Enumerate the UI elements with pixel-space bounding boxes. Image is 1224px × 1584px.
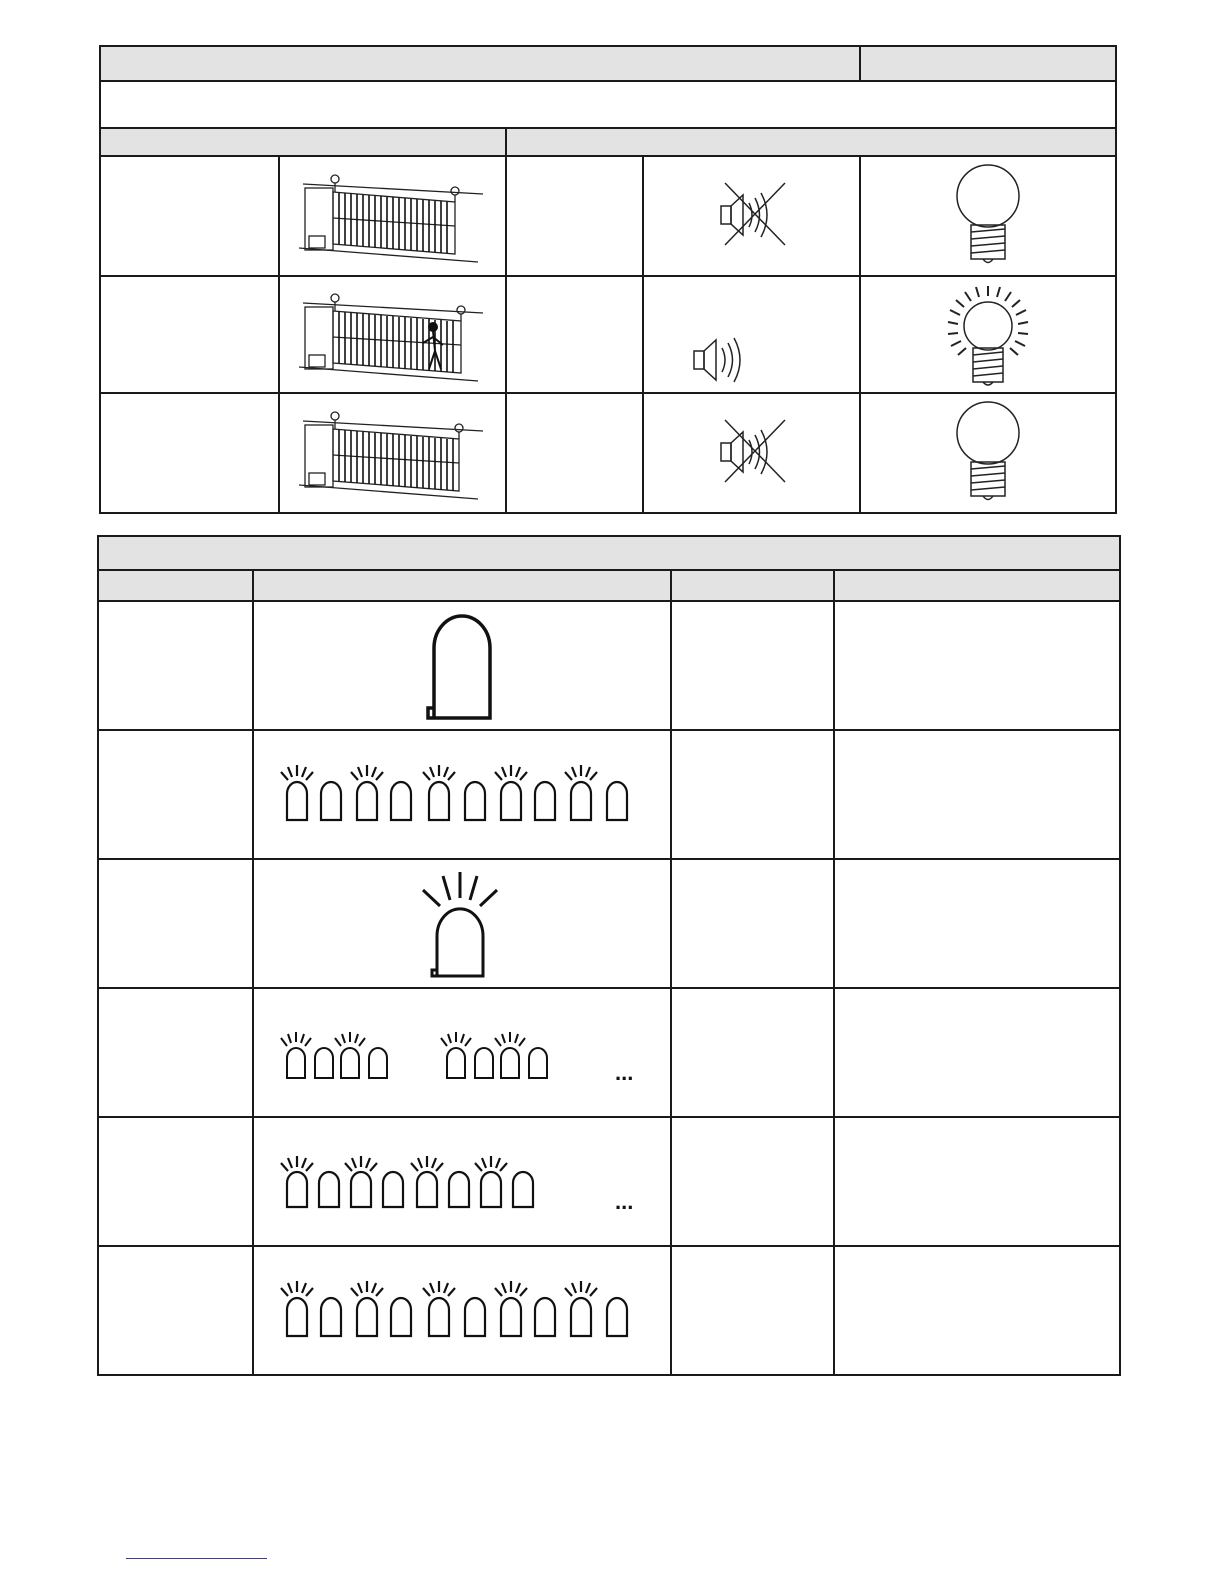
signal-pattern-cell <box>253 601 671 730</box>
lamp-steady-icon <box>417 608 507 724</box>
row-status-cell <box>671 1246 834 1375</box>
row-description-cell <box>834 1246 1120 1375</box>
status-table <box>99 45 1117 514</box>
table-row <box>100 156 1116 276</box>
signal-pattern-cell <box>253 988 671 1117</box>
table-row <box>98 859 1120 988</box>
gate-closed-icon <box>293 166 493 266</box>
sound-muted-icon <box>707 418 797 488</box>
lamp-off-icon <box>943 162 1033 270</box>
column-header <box>98 570 253 601</box>
row-label-cell <box>98 988 253 1117</box>
table-row <box>98 988 1120 1117</box>
row-label-cell <box>100 393 279 513</box>
row-status-cell <box>671 601 834 730</box>
signal-table <box>97 535 1121 1376</box>
row-status-cell <box>671 859 834 988</box>
column-header <box>834 570 1120 601</box>
gate-cell <box>279 276 506 393</box>
table-subheader-right <box>506 128 1116 156</box>
row-status-cell <box>671 1117 834 1246</box>
row-status-cell <box>671 988 834 1117</box>
lamp-cell <box>860 393 1116 513</box>
row-status-cell <box>506 156 643 276</box>
row-label-cell <box>98 859 253 988</box>
sound-muted-icon <box>707 181 797 251</box>
lamp-cell <box>860 276 1116 393</box>
lamp-off-icon <box>943 399 1033 507</box>
lamp-on-icon <box>938 280 1038 390</box>
continuation-dots: ... <box>615 1059 634 1085</box>
row-label-cell <box>98 1246 253 1375</box>
row-status-cell <box>506 393 643 513</box>
lamp-flashing-pairs-icon <box>267 1018 657 1088</box>
row-description-cell <box>834 601 1120 730</box>
lamp-flashing-continuous-icon <box>267 760 657 830</box>
column-header <box>671 570 834 601</box>
row-label-cell <box>100 156 279 276</box>
row-description-cell <box>834 1117 1120 1246</box>
column-header <box>253 570 671 601</box>
sound-cell <box>643 393 860 513</box>
table-row <box>98 1246 1120 1375</box>
lamp-flashing-group-icon <box>267 1147 657 1217</box>
lamp-cell <box>860 156 1116 276</box>
sound-on-icon <box>652 279 852 391</box>
table-row <box>100 276 1116 393</box>
row-status-cell <box>506 276 643 393</box>
row-description-cell <box>834 859 1120 988</box>
signal-pattern-cell <box>253 730 671 859</box>
table-row <box>98 601 1120 730</box>
continuation-dots: ... <box>615 1188 634 1214</box>
gate-cell <box>279 156 506 276</box>
row-label-cell <box>98 601 253 730</box>
table-row <box>98 730 1120 859</box>
sound-cell <box>643 276 860 393</box>
row-description-cell <box>834 988 1120 1117</box>
signal-pattern-cell <box>253 1246 671 1375</box>
table-row <box>98 1117 1120 1246</box>
table-header-main <box>100 46 860 81</box>
table-description-row <box>100 81 1116 128</box>
gate-obstacle-icon <box>293 285 493 385</box>
table-subheader-left <box>100 128 506 156</box>
row-label-cell <box>98 730 253 859</box>
table-title-row <box>98 536 1120 570</box>
row-status-cell <box>671 730 834 859</box>
gate-closed-icon <box>293 403 493 503</box>
signal-pattern-cell <box>253 1117 671 1246</box>
table-row <box>100 393 1116 513</box>
signal-pattern-cell <box>253 859 671 988</box>
footer-link-underline[interactable] <box>126 1558 267 1559</box>
lamp-flash-once-icon <box>407 866 517 982</box>
row-description-cell <box>834 730 1120 859</box>
row-label-cell <box>100 276 279 393</box>
gate-cell <box>279 393 506 513</box>
row-label-cell <box>98 1117 253 1246</box>
sound-cell <box>643 156 860 276</box>
table-header-side <box>860 46 1116 81</box>
lamp-flashing-continuous-icon <box>267 1276 657 1346</box>
